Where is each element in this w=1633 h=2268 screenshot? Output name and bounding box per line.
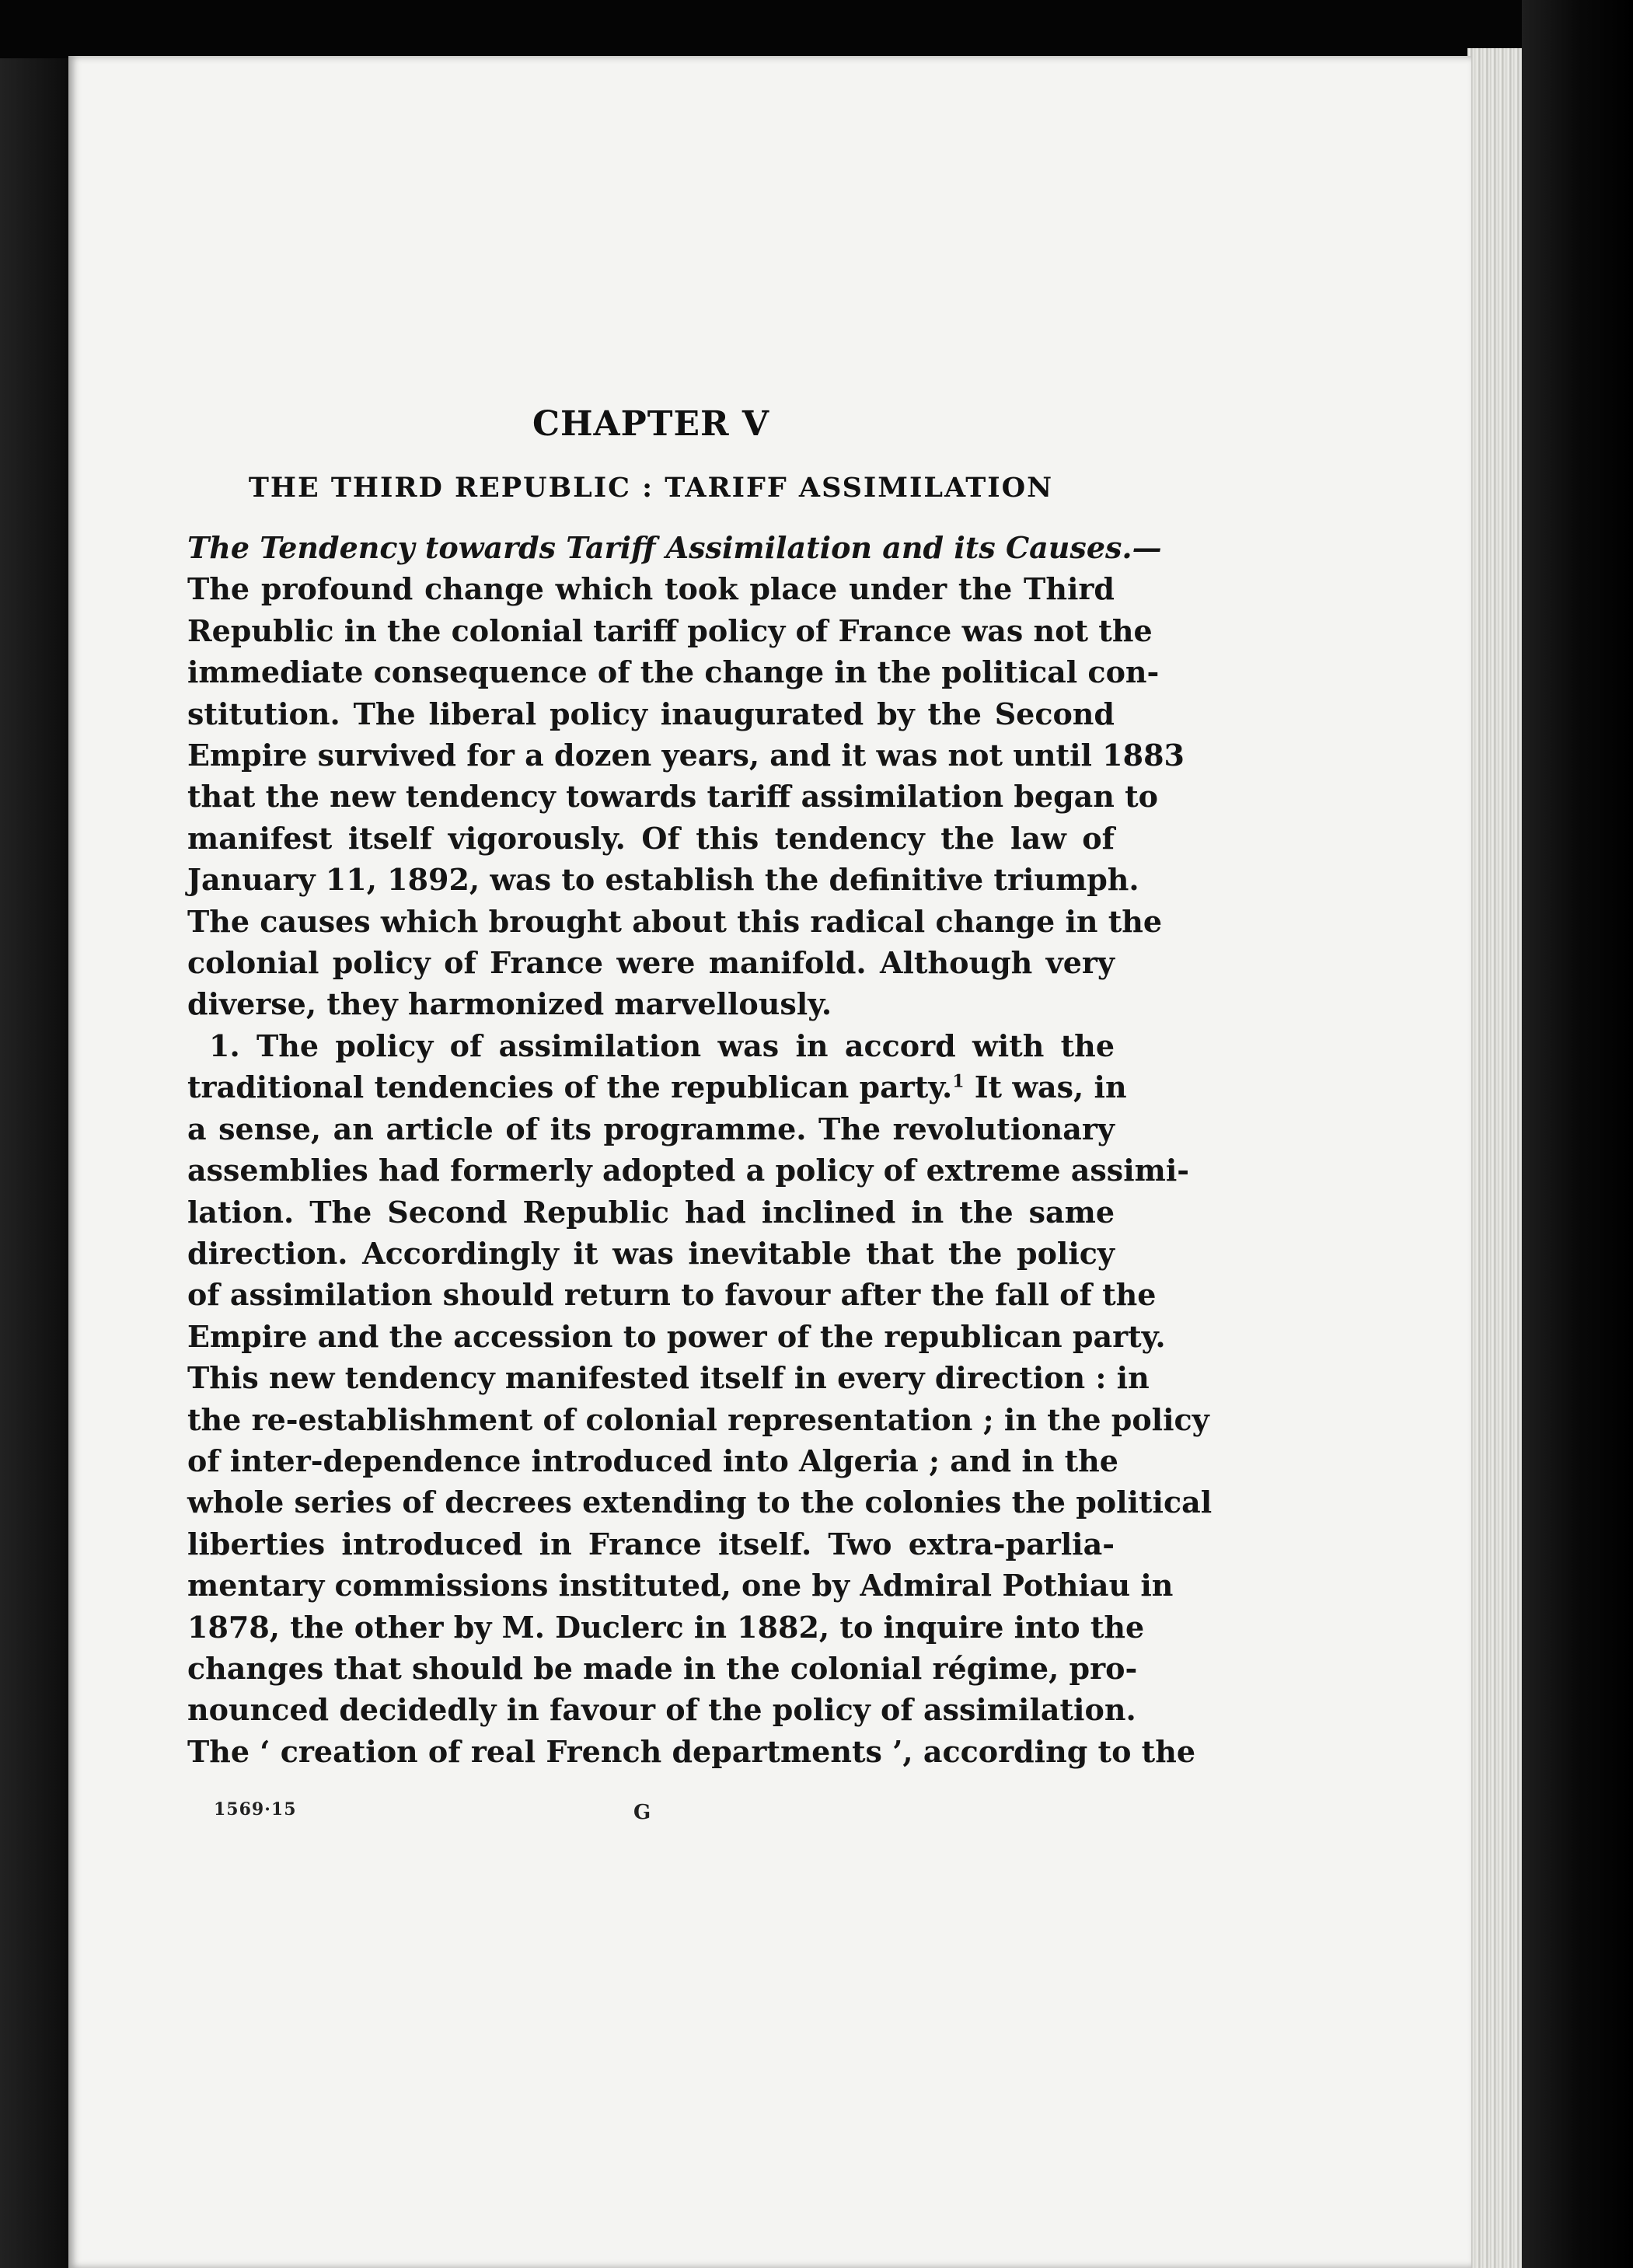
paragraph-1-lines: [187, 568, 1185, 1024]
text-line: of assimilation should return to favour after the fall of the: [187, 1277, 1157, 1313]
page-footer: [214, 1799, 758, 1830]
section-heading: The Tendency towards Tariff Assimilation and its Causes.—: [187, 530, 1162, 565]
text-line: assemblies had formerly adopted a policy of extreme assimi-: [187, 1153, 1190, 1188]
text-line: a sense, an article of its programme. The revolutionary: [187, 1111, 1115, 1146]
paragraph-2-second-tail: It was, in: [964, 1069, 1127, 1105]
text-line: immediate consequence of the change in the political con-: [187, 654, 1160, 690]
paragraph-2-first-line: 1. The policy of assimilation was in accord with the: [209, 1028, 1115, 1063]
footnote-marker: 1: [952, 1071, 965, 1092]
paragraph-2-second-text: traditional tendencies of the republican party.: [187, 1069, 953, 1105]
text-line: Republic in the colonial tariff policy of France was not the: [187, 612, 1153, 648]
text-line: diverse, they harmonized marvellously.: [187, 986, 832, 1022]
signature-code: 1569·15: [214, 1799, 297, 1820]
chapter-title: CHAPTER V: [532, 404, 770, 444]
text-line: direction. Accordingly it was inevitable that the policy: [187, 1235, 1115, 1271]
page-text: [187, 404, 1213, 1772]
chapter-subtitle: THE THIRD REPUBLIC : TARIFF ASSIMILATION: [248, 472, 1054, 504]
page-edges: [1467, 48, 1522, 2268]
scan-right-border: [1522, 0, 1633, 2268]
signature-letter: G: [633, 1801, 651, 1824]
text-line: manifest itself vigorously. Of this tendency the law of: [187, 820, 1115, 856]
text-line: 1878, the other by M. Duclerc in 1882, to inquire into the: [187, 1609, 1145, 1645]
text-line: January 11, 1892, was to establish the definitive triumph.: [187, 862, 1139, 898]
text-line: mentary commissions instituted, one by Admiral Pothiau in: [187, 1568, 1174, 1603]
text-line: This new tendency manifested itself in every direction : in: [187, 1360, 1150, 1396]
text-line: The causes which brought about this radical change in the: [187, 903, 1163, 939]
paragraph-1: [187, 527, 1185, 1025]
text-line: whole series of decrees extending to the colonies the political: [187, 1485, 1213, 1520]
text-line: of inter-dependence introduced into Algeria ; and in the: [187, 1443, 1118, 1478]
text-line: colonial policy of France were manifold. Although very: [187, 945, 1115, 981]
text-line: liberties introduced in France itself. Two extra-parlia-: [187, 1526, 1115, 1561]
scan-top-border: [0, 0, 1633, 56]
text-line: The ‘ creation of real French departments ’, according to the: [187, 1733, 1196, 1769]
text-line: nounced decidedly in favour of the policy of assimilation.: [187, 1692, 1136, 1728]
text-line: lation. The Second Republic had inclined in the same: [187, 1194, 1115, 1230]
text-line: Empire and the accession to power of the republican party.: [187, 1318, 1166, 1354]
paragraph-2: [187, 1025, 1213, 1772]
text-line: The profound change which took place under the Third: [187, 571, 1115, 607]
text-line: stitution. The liberal policy inaugurated by the Second: [187, 696, 1115, 731]
text-line: Empire survived for a dozen years, and it was not until 1883: [187, 738, 1185, 773]
text-line: that the new tendency towards tariff assimilation began to: [187, 779, 1159, 815]
paragraph-2-second-line: [187, 1066, 1127, 1108]
paragraph-2-lines: [187, 1108, 1213, 1773]
text-line: the re-establishment of colonial representation ; in the policy: [187, 1401, 1209, 1437]
text-line: changes that should be made in the colonial régime, pro-: [187, 1650, 1138, 1686]
